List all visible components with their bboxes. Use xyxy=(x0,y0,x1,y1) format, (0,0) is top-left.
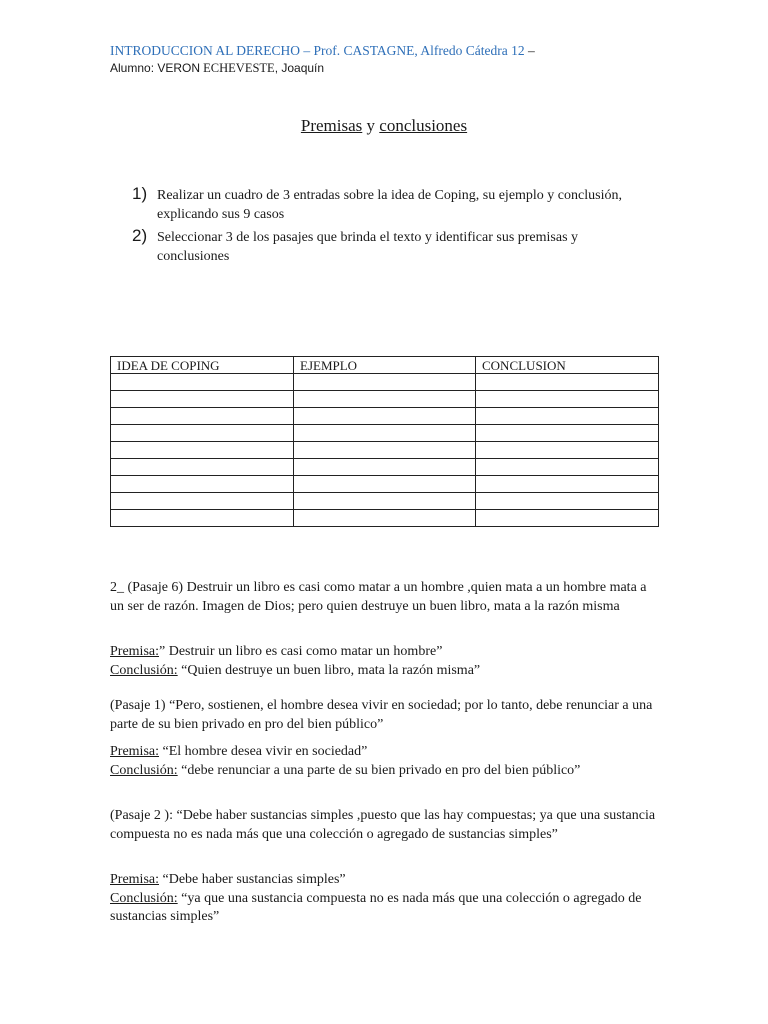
table-cell xyxy=(476,425,659,442)
title-part2: conclusiones xyxy=(379,116,468,135)
premise-line xyxy=(110,643,662,662)
conclusion-text: “Quien destruye un buen libro, mata la razón misma” xyxy=(177,662,481,678)
premise-label: Premisa: xyxy=(110,872,159,887)
table-row xyxy=(111,493,659,510)
course-dash: – xyxy=(524,43,535,58)
passage-2-analysis xyxy=(110,871,662,927)
passage-2-text: (Pasaje 2 ): “Debe haber sustancias simples ,puesto que las hay compuestas; ya que una sustancia compuesta no es nada más que una colección o agregado de sustancias simples” xyxy=(110,808,656,842)
page-title xyxy=(0,116,768,136)
table-cell xyxy=(294,442,476,459)
passage-1-analysis xyxy=(110,743,662,780)
conclusion-line xyxy=(110,762,662,781)
conclusion-text: “debe renunciar a una parte de su bien privado en pro del bien público” xyxy=(177,762,581,778)
conclusion-label: Conclusión: xyxy=(110,662,178,678)
table-cell xyxy=(294,510,476,527)
table-row xyxy=(111,476,659,493)
table-row xyxy=(111,408,659,425)
table-cell xyxy=(476,408,659,425)
task-text: Seleccionar 3 de los pasajes que brinda el texto y identificar sus premisas y conclusiones xyxy=(157,230,579,264)
table-row xyxy=(111,391,659,408)
passage-6-analysis xyxy=(110,643,662,680)
table-cell xyxy=(294,374,476,391)
course-title: INTRODUCCION AL DERECHO – Prof. CASTAGNE, Alfredo Cátedra 12 xyxy=(110,43,525,58)
table-cell xyxy=(294,408,476,425)
table-cell xyxy=(476,493,659,510)
premise-line xyxy=(110,871,662,890)
table-cell xyxy=(476,476,659,493)
title-part1: Premisas xyxy=(300,116,363,135)
premise-text: ” Destruir un libro es casi como matar un hombre” xyxy=(159,644,443,659)
conclusion-line xyxy=(110,890,662,927)
table-cell xyxy=(476,442,659,459)
student-surname: ECHEVESTE xyxy=(203,61,275,75)
table-cell xyxy=(111,476,294,493)
task-number: 2) xyxy=(132,226,148,245)
conclusion-label: Conclusión: xyxy=(110,890,178,906)
table-cell xyxy=(294,493,476,510)
passage-1-text: (Pasaje 1) “Pero, sostienen, el hombre desea vivir en sociedad; por lo tanto, debe renunciar a una parte de su bien privado en pro del bien público” xyxy=(110,698,653,732)
student-header xyxy=(110,61,324,76)
table-cell xyxy=(111,425,294,442)
table-row xyxy=(111,425,659,442)
title-connector: y xyxy=(362,116,380,135)
premise-label: Premisa: xyxy=(110,744,159,759)
task-text: Realizar un cuadro de 3 entradas sobre la idea de Coping, su ejemplo y conclusión, explicando sus 9 casos xyxy=(157,188,622,222)
column-header-conclusion: CONCLUSION xyxy=(476,357,659,374)
table-cell xyxy=(294,459,476,476)
task-number: 1) xyxy=(132,184,148,203)
table-cell xyxy=(111,459,294,476)
student-firstname: , Joaquín xyxy=(274,61,325,75)
passage-6-text: 2_ (Pasaje 6) Destruir un libro es casi como matar a un hombre ,quien mata a un hombre mata a un ser de razón. Imagen de Dios; pero quien destruye un buen libro, mata a la razón misma xyxy=(110,580,647,614)
table-cell xyxy=(294,425,476,442)
table-cell xyxy=(294,476,476,493)
table-row xyxy=(111,459,659,476)
table-cell xyxy=(111,442,294,459)
table-cell xyxy=(111,374,294,391)
course-header xyxy=(110,43,535,59)
student-label: Alumno: VERON xyxy=(110,61,201,75)
table-cell xyxy=(476,374,659,391)
column-header-idea: IDEA DE COPING xyxy=(111,357,294,374)
table-cell xyxy=(476,459,659,476)
conclusion-label: Conclusión: xyxy=(110,762,178,778)
table-row xyxy=(111,374,659,391)
table-cell xyxy=(111,408,294,425)
table-row xyxy=(111,510,659,527)
table-cell xyxy=(294,391,476,408)
premise-text: “El hombre desea vivir en sociedad” xyxy=(159,744,368,759)
premise-label: Premisa: xyxy=(110,644,159,659)
conclusion-text: “ya que una sustancia compuesta no es nada más que una colección o agregado de sustancias simples” xyxy=(110,890,642,924)
table-cell xyxy=(476,391,659,408)
table-row xyxy=(111,442,659,459)
table-cell xyxy=(111,493,294,510)
premise-line xyxy=(110,743,662,762)
premise-text: “Debe haber sustancias simples” xyxy=(159,872,346,887)
table-cell xyxy=(111,391,294,408)
column-header-ejemplo: EJEMPLO xyxy=(294,357,476,374)
conclusion-line xyxy=(110,662,662,681)
coping-table xyxy=(110,356,659,527)
table-cell xyxy=(476,510,659,527)
table-cell xyxy=(111,510,294,527)
table-header-row xyxy=(111,357,659,374)
